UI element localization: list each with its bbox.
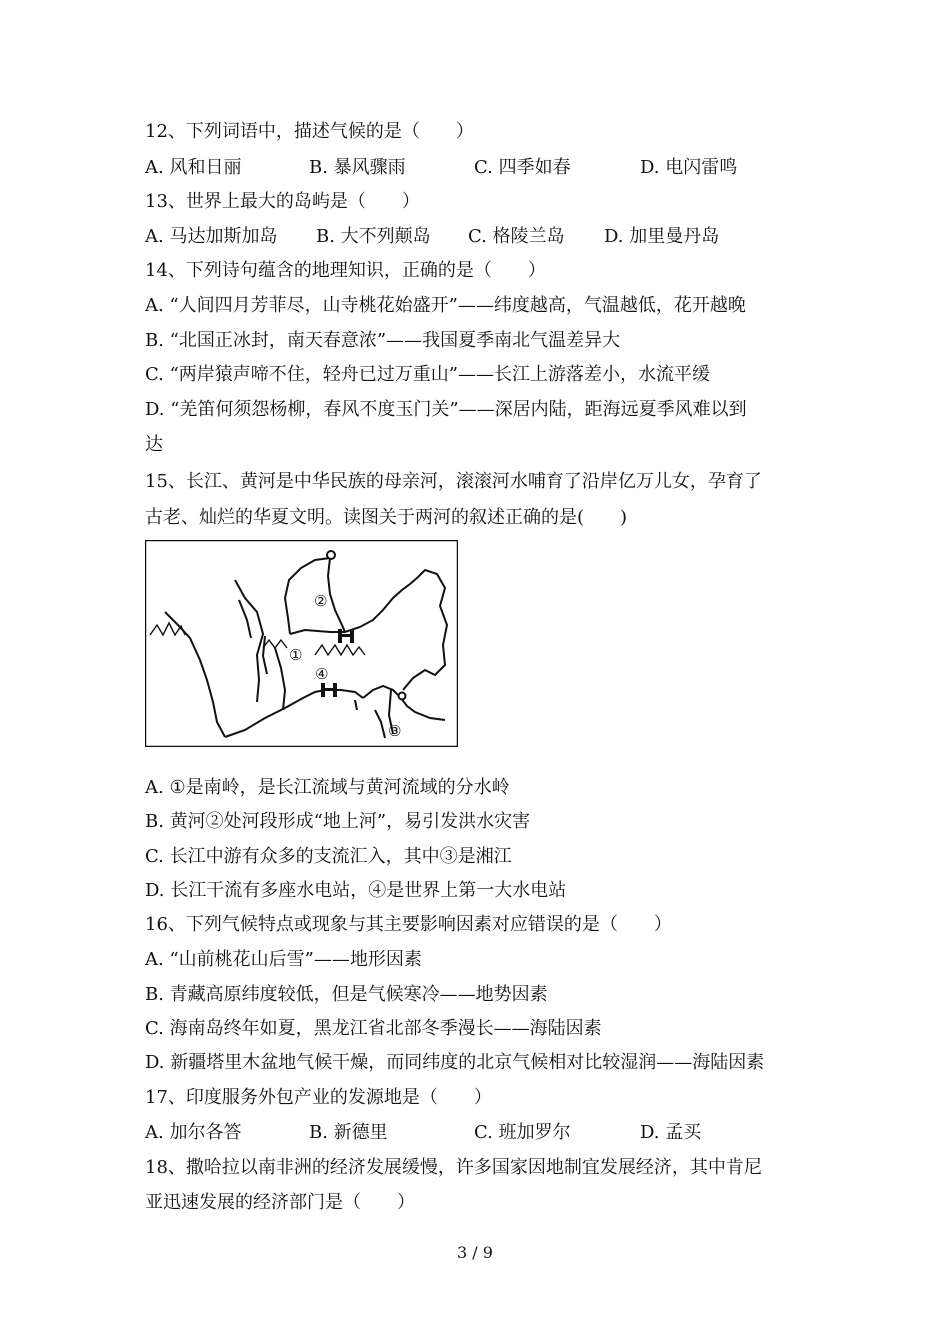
q16-option-c: C. 海南岛终年如夏，黑龙江省北部冬季漫长——海陆因素 bbox=[145, 1018, 602, 1039]
q13-stem: 13、世界上最大的岛屿是（ ） bbox=[145, 191, 420, 212]
q18-stem-line2: 亚迅速发展的经济部门是（ ） bbox=[145, 1192, 415, 1213]
q15-option-a: A. ①是南岭，是长江流域与黄河流域的分水岭 bbox=[145, 777, 510, 798]
q15-stem-line2: 古老、灿烂的华夏文明。读图关于两河的叙述正确的是( ) bbox=[145, 507, 628, 528]
map-label-3: ③ bbox=[388, 722, 402, 740]
q16-option-d: D. 新疆塔里木盆地气候干燥，而同纬度的北京气候相对比较湿润——海陆因素 bbox=[145, 1052, 765, 1073]
q15-option-c: C. 长江中游有众多的支流汇入，其中③是湘江 bbox=[145, 846, 512, 867]
q17-option-b: B. 新德里 bbox=[309, 1122, 388, 1143]
map-label-2: ② bbox=[314, 592, 328, 610]
q14-option-d-continuation: 达 bbox=[145, 434, 163, 455]
q17-stem: 17、印度服务外包产业的发源地是（ ） bbox=[145, 1087, 492, 1108]
map-label-4: ④ bbox=[315, 665, 329, 683]
q18-stem-line1: 18、撒哈拉以南非洲的经济发展缓慢，许多国家因地制宜发展经济，其中肯尼 bbox=[145, 1157, 762, 1178]
q15-option-d: D. 长江干流有多座水电站，④是世界上第一大水电站 bbox=[145, 880, 567, 901]
q17-option-d: D. 孟买 bbox=[640, 1122, 702, 1143]
q16-option-a: A. “山前桃花山后雪”——地形因素 bbox=[145, 949, 422, 970]
q14-option-b: B. “北国正冰封，南天春意浓”——我国夏季南北气温差异大 bbox=[145, 330, 621, 351]
q15-option-b: B. 黄河②处河段形成“地上河”，易引发洪水灾害 bbox=[145, 811, 531, 832]
q17-option-c: C. 班加罗尔 bbox=[474, 1122, 571, 1143]
q13-option-a: A. 马达加斯加岛 bbox=[145, 226, 278, 247]
q14-option-d: D. “羌笛何须怨杨柳，春风不度玉门关”——深居内陆，距海远夏季风难以到 bbox=[145, 399, 747, 420]
q16-stem: 16、下列气候特点或现象与其主要影响因素对应错误的是（ ） bbox=[145, 914, 672, 935]
q12-option-a: A. 风和日丽 bbox=[145, 157, 242, 178]
map-label-1: ① bbox=[289, 646, 303, 664]
q17-option-a: A. 加尔各答 bbox=[145, 1122, 242, 1143]
q12-option-c: C. 四季如春 bbox=[474, 157, 571, 178]
q16-option-b: B. 青藏高原纬度较低，但是气候寒冷——地势因素 bbox=[145, 984, 548, 1005]
yangtze-yellow-river-map bbox=[145, 540, 458, 747]
q12-stem: 12、下列词语中，描述气候的是（ ） bbox=[145, 121, 474, 142]
q13-option-d: D. 加里曼丹岛 bbox=[604, 226, 720, 247]
q13-option-b: B. 大不列颠岛 bbox=[316, 226, 431, 247]
q12-option-d: D. 电闪雷鸣 bbox=[640, 157, 738, 178]
q14-option-a: A. “人间四月芳菲尽，山寺桃花始盛开”——纬度越高，气温越低，花开越晚 bbox=[145, 295, 746, 316]
q14-stem: 14、下列诗句蕴含的地理知识，正确的是（ ） bbox=[145, 260, 546, 281]
q15-stem-line1: 15、长江、黄河是中华民族的母亲河，滚滚河水哺育了沿岸亿万儿女，孕育了 bbox=[145, 471, 762, 492]
q13-option-c: C. 格陵兰岛 bbox=[468, 226, 565, 247]
q12-option-b: B. 暴风骤雨 bbox=[309, 157, 406, 178]
q14-option-c: C. “两岸猿声啼不住，轻舟已过万重山”——长江上游落差小，水流平缓 bbox=[145, 364, 710, 385]
page-number: 3 / 9 bbox=[457, 1243, 493, 1262]
